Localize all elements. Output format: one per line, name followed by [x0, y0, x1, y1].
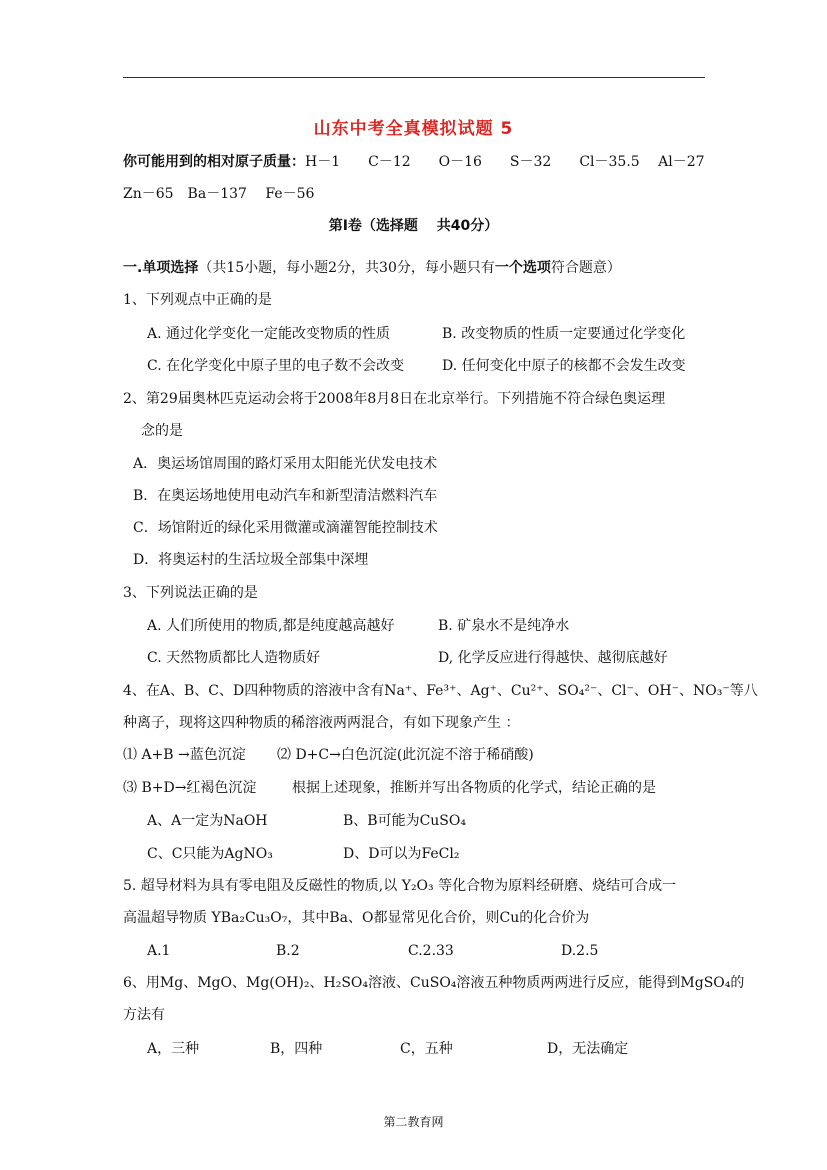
section-title: 第Ⅰ卷（选择题 共40分）	[328, 218, 499, 234]
question-6-cont: 方法有	[123, 1007, 165, 1023]
q4-question-prompt: 根据上述现象，推断并写出各物质的化学式，结论正确的是	[292, 780, 656, 796]
q4-observation-2: ⑵ D+C→白色沉淀(此沉淀不溶于稀硝酸)	[277, 747, 534, 763]
part-instructions	[123, 259, 621, 277]
q4-option-b: B、B可能为CuSO₄	[343, 813, 466, 829]
q6-option-a: A，三种	[147, 1041, 200, 1057]
part-label: 一.单项选择	[123, 260, 199, 276]
q3-option-a: A. 人们所使用的物质,都是纯度越高越好	[147, 618, 395, 634]
atomic-mass-line-1	[123, 153, 705, 171]
q6-option-b: B，四种	[270, 1041, 323, 1057]
q2-option-b: B．在奥运场地使用电动汽车和新型清洁燃料汽车	[133, 488, 438, 504]
page-footer: 第二教育网	[383, 1115, 444, 1129]
atomic-mass-label: 你可能用到的相对原子质量：	[123, 154, 305, 170]
question-2: 2、第29届奥林匹克运动会将于2008年8月8日在北京举行。下列措施不符合绿色奥运理	[123, 391, 666, 407]
q2-option-d: D．将奥运村的生活垃圾全部集中深埋	[133, 552, 369, 568]
q2-option-c: C．场馆附近的绿化采用微灌或滴灌智能控制技术	[133, 520, 438, 536]
q6-option-d: D，无法确定	[547, 1041, 629, 1057]
q1-option-b: B. 改变物质的性质一定要通过化学变化	[442, 326, 686, 342]
q3-option-c: C. 天然物质都比人造物质好	[147, 650, 321, 666]
q5-option-b: B.2	[276, 943, 300, 959]
page-title: 山东中考全真模拟试题 5	[313, 119, 514, 139]
q4-option-c: C、C只能为AgNO₃	[147, 846, 273, 862]
question-2-cont: 念的是	[141, 423, 183, 439]
q2-option-a: A．奥运场馆周围的路灯采用太阳能光伏发电技术	[133, 456, 438, 472]
q3-option-d: D, 化学反应进行得越快、越彻底越好	[438, 650, 668, 666]
q1-option-c: C. 在化学变化中原子里的电子数不会改变	[147, 358, 405, 374]
part-text: （共15小题，每小题2分，共30分，每小题只有	[198, 260, 495, 276]
question-3: 3、下列说法正确的是	[123, 585, 258, 601]
header-rule	[123, 77, 705, 78]
q5-option-c: C.2.33	[408, 943, 454, 959]
q5-option-a: A.1	[147, 943, 171, 959]
question-6: 6、用Mg、MgO、Mg(OH)₂、H₂SO₄溶液、CuSO₄溶液五种物质两两进行反应，能得到MgSO₄的	[123, 975, 745, 991]
q1-option-d: D. 任何变化中原子的核都不会发生改变	[442, 358, 686, 374]
q5-option-d: D.2.5	[561, 943, 599, 959]
q4-observation-3: ⑶ B+D→红褐色沉淀	[123, 780, 257, 796]
q4-observation-1: ⑴ A+B →蓝色沉淀	[123, 747, 246, 763]
question-4-cont: 种离子，现将这四种物质的稀溶液两两混合，有如下现象产生 ：	[123, 715, 520, 731]
q6-option-c: C，五种	[400, 1041, 453, 1057]
question-5-cont: 高温超导物质 YBa₂Cu₃O₇，其中Ba、O都显常见化合价，则Cu的化合价为	[123, 910, 590, 926]
atomic-mass-values-1: H－1 C－12 O－16 S－32 Cl－35.5 Al－27	[305, 154, 705, 170]
part-emphasis: 一个选项	[494, 260, 551, 276]
q4-option-a: A、A一定为NaOH	[147, 813, 268, 829]
question-5: 5. 超导材料为具有零电阻及反磁性的物质,以 Y₂O₃ 等化合物为原料经研磨、烧结可合成一	[123, 878, 677, 894]
atomic-mass-values-2: Zn－65 Ba－137 Fe－56	[123, 186, 315, 202]
part-text-end: 符合题意）	[550, 260, 621, 276]
question-1: 1、下列观点中正确的是	[123, 292, 272, 308]
q4-option-d: D、D可以为FeCl₂	[343, 846, 460, 862]
q3-option-b: B. 矿泉水不是纯净水	[438, 618, 570, 634]
q1-option-a: A. 通过化学变化一定能改变物质的性质	[147, 326, 391, 342]
question-4: 4、在A、B、C、D四种物质的溶液中含有Na⁺、Fe³⁺、Ag⁺、Cu²⁺、SO₄²⁻、Cl⁻、OH⁻、NO₃⁻等八	[123, 683, 758, 699]
